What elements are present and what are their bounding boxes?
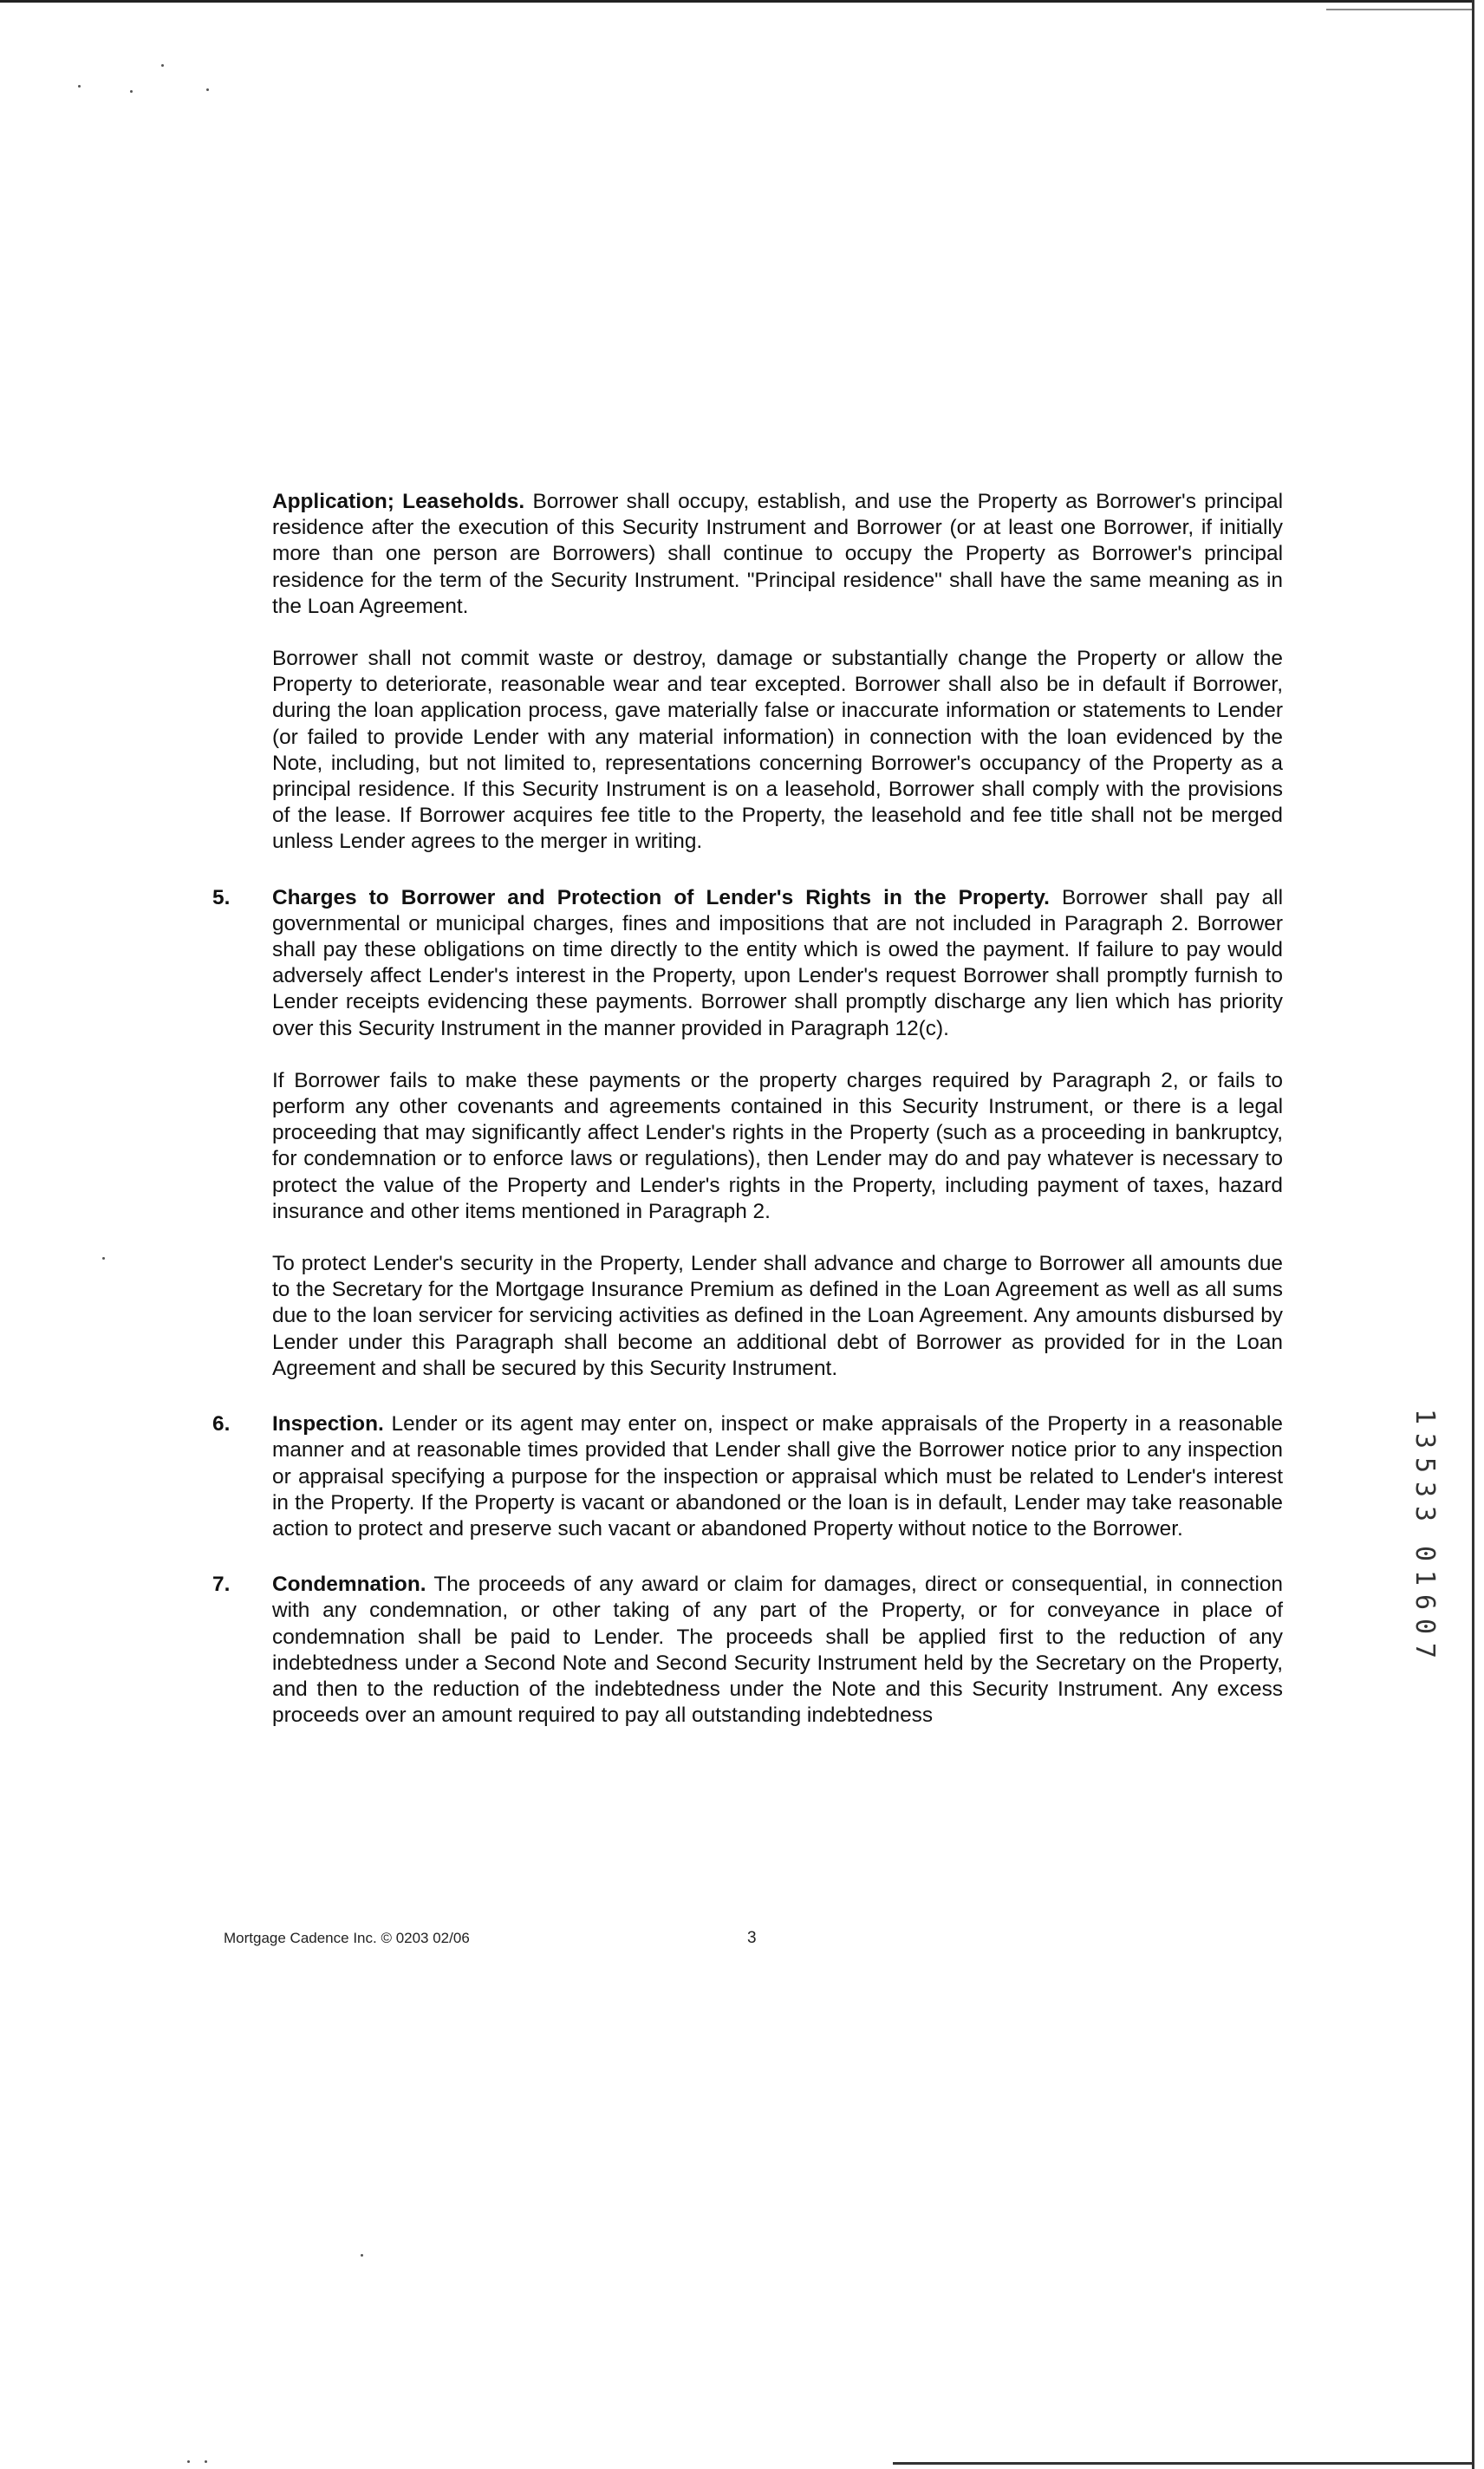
paragraph: If Borrower fails to make these payments or the property charges required by Paragraph 2, or fails to perform any other covenants and agreements contained in this Security Instrument, or there is a legal proceeding that may significantly affect Lender's rights in the Property (such as a proceeding in bankruptcy, for condemnation or to enforce laws or regulations), then Lender may do and pay whatever is necessary to protect the value of the Property and Lender's rights in the Property, including payment of taxes, hazard insurance and other items mentioned in Paragraph 2. bbox=[272, 1068, 1283, 1223]
scan-speck bbox=[102, 1257, 105, 1260]
section-body bbox=[272, 885, 1283, 1382]
section-body bbox=[272, 489, 1283, 856]
section-6 bbox=[212, 1411, 1284, 1542]
scan-speck bbox=[161, 64, 164, 67]
stamp-digit: 1 bbox=[1409, 1569, 1440, 1586]
scan-edge-top bbox=[0, 0, 1474, 3]
paragraph bbox=[272, 489, 1283, 620]
section-number: 6. bbox=[212, 1412, 231, 1436]
section-body bbox=[272, 1411, 1283, 1542]
paragraph bbox=[272, 1572, 1283, 1729]
paragraph: Borrower shall not commit waste or destroy, damage or substantially change the Property or allow the Property to deteriorate, reasonable wear and tear excepted. Borrower shall also be in default if Borrower, during the loan application process, gave materially false or inaccurate information or statements to Lender (or failed to provide Lender with any material information) in connection with the loan evidenced by the Note, including, but not limited to, representations concerning Borrower's occupancy of the Property as a principal residence. If this Security Instrument is on a leasehold, Borrower shall comply with the provisions of the lease. If Borrower acquires fee title to the Property, the leasehold and fee title shall not be merged unless Lender agrees to the merger in writing. bbox=[272, 647, 1283, 854]
side-document-stamp bbox=[1409, 1404, 1439, 1663]
scan-edge-right bbox=[1472, 0, 1474, 2469]
scan-edge-bottom bbox=[893, 2462, 1474, 2465]
footer-company: Mortgage Cadence Inc. © 0203 02/06 bbox=[224, 1930, 470, 1946]
paragraph-text: Borrower shall occupy, establish, and use the Property as Borrower's principal residence after the execution of this Security Instrument and Borrower (or at least one Borrower, if initially more than one person are Borrowers) shall continue to occupy the Property as Borrower's principal residence for the term of the Security Instrument. "Principal residence" shall have the same meaning as in the Loan Agreement. bbox=[272, 490, 1284, 618]
section-heading: Condemnation. bbox=[272, 1573, 426, 1597]
stamp-digit: 3 bbox=[1409, 1505, 1440, 1522]
stamp-digit: 3 bbox=[1409, 1432, 1440, 1449]
scan-speck bbox=[187, 2460, 190, 2463]
scan-speck bbox=[78, 85, 81, 88]
section-application-leaseholds bbox=[215, 489, 1283, 856]
paragraph-text: Borrower shall pay all governmental or municipal charges, fines and impositions that are not included in Paragraph 2. Borrower shall pay these obligations on time directly to the entity which is owed the payment. If failure to pay would adversely affect Lender's interest in the Property, upon Lender's request Borrower shall promptly furnish to Lender receipts evidencing these payments. Borrower shall promptly discharge any lien which has priority over this Security Instrument in the manner provided in Paragraph 12(c). bbox=[272, 885, 1283, 1040]
scan-speck bbox=[206, 88, 209, 91]
stamp-digit: 6 bbox=[1409, 1593, 1440, 1611]
paragraph-text: The proceeds of any award or claim for damages, direct or consequential, in connection with any condemnation, or other taking of any part of the Property, or for conveyance in place of condemnation shall be paid to Lender. The proceeds shall be applied first to the reduction of any indebtedness under a Second Note and Second Security Instrument held by the Secretary on the Property, and then to the reduction of the indebtedness under the Note and this Security Instrument. Any excess proceeds over an amount required to pay all outstanding indebtedness bbox=[272, 1573, 1283, 1728]
stamp-digit: 3 bbox=[1409, 1481, 1440, 1498]
section-heading: Inspection. bbox=[272, 1412, 384, 1436]
paragraph: To protect Lender's security in the Property, Lender shall advance and charge to Borrower all amounts due to the Secretary for the Mortgage Insurance Premium as defined in the Loan Agreement as well as all sums due to the loan servicer for servicing activities as defined in the Loan Agreement. Any amounts disbursed by Lender under this Paragraph shall become an additional debt of Borrower as provided for in the Loan Agreement and shall be secured by this Security Instrument. bbox=[272, 1252, 1283, 1380]
section-body bbox=[272, 1572, 1283, 1729]
section-heading: Application; Leaseholds. bbox=[272, 490, 525, 513]
section-number: 5. bbox=[212, 885, 231, 909]
stamp-digit: 5 bbox=[1409, 1456, 1440, 1474]
stamp-digit: 0 bbox=[1409, 1618, 1440, 1635]
stamp-digit: 0 bbox=[1409, 1545, 1440, 1562]
section-5 bbox=[212, 885, 1283, 1382]
scan-edge-top-right bbox=[1326, 9, 1474, 10]
paragraph-text: Lender or its agent may enter on, inspect or make appraisals of the Property in a reasonable manner and at reasonable times provided that Lender shall give the Borrower notice prior to any inspection or appraisal specifying a purpose for the inspection or appraisal which must be related to Lender's interest in the Property. If the Property is vacant or abandoned or the loan is in default, Lender may take reasonable action to protect and preserve such vacant or abandoned Property without notice to the Borrower. bbox=[272, 1412, 1284, 1541]
section-number: 7. bbox=[212, 1573, 231, 1597]
scan-speck bbox=[361, 2254, 363, 2257]
section-heading: Charges to Borrower and Protection of Lender's Rights in the Property. bbox=[272, 885, 1050, 909]
paragraph bbox=[272, 1411, 1283, 1542]
stamp-digit: 1 bbox=[1409, 1408, 1440, 1425]
page-number: 3 bbox=[747, 1929, 757, 1947]
document-body bbox=[212, 489, 1284, 1729]
stamp-digit: 7 bbox=[1409, 1642, 1440, 1659]
scan-speck bbox=[205, 2460, 207, 2463]
section-7 bbox=[212, 1572, 1283, 1729]
paragraph bbox=[272, 885, 1283, 1042]
scan-speck bbox=[130, 90, 133, 93]
